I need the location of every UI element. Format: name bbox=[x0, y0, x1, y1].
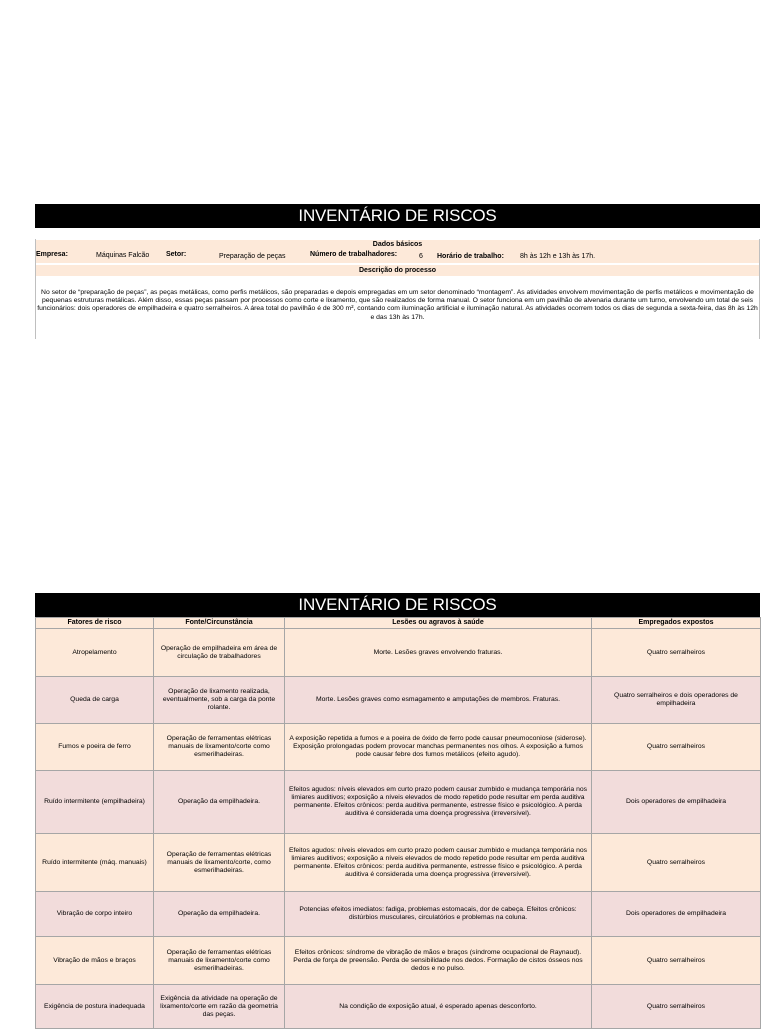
cell-expostos: Quatro serralheiros bbox=[592, 629, 761, 677]
cell-fonte: Operação de empilhadeira em área de circulação de trabalhadores bbox=[154, 629, 285, 677]
header-fatores: Fatores de risco bbox=[36, 618, 154, 629]
risk-table-header bbox=[36, 618, 761, 629]
cell-lesoes: Efeitos agudos: níveis elevados em curto prazo podem causar zumbido e mudança temporária nos limiares auditivos; exposição a níveis elevados de modo repetido pode resultar em perda auditiva permanente. Efeitos crônicos: perda auditiva permanente, estresse físico e psicológico. A perda auditiva é considerada uma doença progressiva (irreversível). bbox=[285, 771, 592, 834]
process-header: Descrição do processo bbox=[35, 265, 760, 276]
num-trab-label: Número de trabalhadores: bbox=[310, 251, 398, 258]
table-row bbox=[36, 985, 761, 1029]
header-lesoes: Lesões ou agravos à saúde bbox=[285, 618, 592, 629]
cell-fonte: Exigência da atividade na operação de lixamento/corte em razão da geometria das peças. bbox=[154, 985, 285, 1029]
table-row bbox=[36, 771, 761, 834]
cell-fonte: Operação da empilhadeira. bbox=[154, 771, 285, 834]
cell-fator: Ruído intermitente (empilhadeira) bbox=[36, 771, 154, 834]
header-expostos: Empregados expostos bbox=[592, 618, 761, 629]
cell-fonte: Operação de ferramentas elétricas manuais de lixamento/corte, como esmerilhadeiras. bbox=[154, 834, 285, 892]
table-row bbox=[36, 677, 761, 724]
cell-lesoes: Efeitos agudos: níveis elevados em curto prazo podem causar zumbido e mudança temporária nos limiares auditivos; exposição a níveis elevados de modo repetido pode resultar em perda auditiva permanente. Efeitos crônicos: perda auditiva permanente, estresse físico e psicológico. A perda auditiva é considerada uma doença progressiva (irreversível). bbox=[285, 834, 592, 892]
section1-right-border bbox=[759, 239, 760, 339]
cell-expostos: Quatro serralheiros bbox=[592, 834, 761, 892]
cell-expostos: Quatro serralheiros bbox=[592, 985, 761, 1029]
table-row bbox=[36, 834, 761, 892]
cell-expostos: Dois operadores de empilhadeira bbox=[592, 771, 761, 834]
cell-fator: Exigência de postura inadequada bbox=[36, 985, 154, 1029]
cell-expostos: Quatro serralheiros bbox=[592, 937, 761, 985]
horario-value: 8h às 12h e 13h às 17h. bbox=[520, 253, 596, 260]
cell-lesoes: Morte. Lesões graves como esmagamento e amputações de membros. Fraturas. bbox=[285, 677, 592, 724]
cell-lesoes: A exposição repetida a fumos e a poeira de óxido de ferro pode causar pneumoconiose (siderose). Exposição prolongadas podem provocar manchas permanentes nos olhos. A exposição a fumos pode causar febre dos fumos metálicos (efeito agudo). bbox=[285, 724, 592, 771]
basic-data-row bbox=[35, 249, 760, 263]
cell-fator: Queda de carga bbox=[36, 677, 154, 724]
basic-data-section bbox=[35, 239, 760, 339]
section1-left-border bbox=[35, 239, 36, 339]
basic-data-header: Dados básicos bbox=[35, 240, 760, 249]
cell-fator: Atropelamento bbox=[36, 629, 154, 677]
section1-title: INVENTÁRIO DE RISCOS bbox=[35, 204, 760, 228]
cell-lesoes: Efeitos crônicos: síndrome de vibração de mãos e braços (síndrome ocupacional de Raynaud). Perda de força de preensão. Perda de sensibilidade nos dedos. Formação de cistos ósseos nos dedos e no pulso. bbox=[285, 937, 592, 985]
cell-lesoes: Potencias efeitos imediatos: fadiga, problemas estomacais, dor de cabeça. Efeitos crônicos: distúrbios musculares, circulatórios e problemas na coluna. bbox=[285, 892, 592, 937]
horario-label: Horário de trabalho: bbox=[437, 253, 504, 260]
setor-value: Preparação de peças bbox=[219, 253, 286, 260]
table-row bbox=[36, 937, 761, 985]
empresa-value: Máquinas Falcão bbox=[96, 252, 150, 259]
process-description: No setor de “preparação de peças”, as peças metálicas, como perfis metálicos, são preparadas e depois empregadas em um setor denominado “montagem”. As atividades envolvem movimentação de perfis metálicos e movimentação de pequenas estruturas metálicas. Além disso, essas peças passam por processos como corte e lixamento, que são realizados de forma manual. O setor funciona em um pavilhão de alvenaria durante um turno, envolvendo um total de seis funcionários: dois operadores de empilhadeira e quatro serralheiros. A área total do pavilhão é de 300 m², contando com iluminação artificial e iluminação natural. As atividades ocorrem todos os dias de segunda a sexta-feira, das 8h às 12h e das 13h às 17h. bbox=[37, 289, 758, 321]
cell-fator: Ruído intermitente (máq. manuais) bbox=[36, 834, 154, 892]
cell-expostos: Dois operadores de empilhadeira bbox=[592, 892, 761, 937]
cell-fonte: Operação de lixamento realizada, eventualmente, sob a carga da ponte rolante. bbox=[154, 677, 285, 724]
risk-table bbox=[35, 617, 761, 1029]
section2-title: INVENTÁRIO DE RISCOS bbox=[35, 593, 760, 617]
cell-fator: Vibração de mãos e braços bbox=[36, 937, 154, 985]
setor-label: Setor: bbox=[166, 251, 187, 258]
cell-expostos: Quatro serralheiros bbox=[592, 724, 761, 771]
cell-fonte: Operação da empilhadeira. bbox=[154, 892, 285, 937]
cell-expostos: Quatro serralheiros e dois operadores de empilhadeira bbox=[592, 677, 761, 724]
cell-fonte: Operação de ferramentas elétricas manuais de lixamento/corte como esmerilhadeiras. bbox=[154, 937, 285, 985]
cell-fator: Fumos e poeira de ferro bbox=[36, 724, 154, 771]
table-row bbox=[36, 724, 761, 771]
cell-fonte: Operação de ferramentas elétricas manuais de lixamento/corte como esmerilhadeiras. bbox=[154, 724, 285, 771]
header-fonte: Fonte/Circunstância bbox=[154, 618, 285, 629]
table-row bbox=[36, 629, 761, 677]
empresa-label: Empresa: bbox=[36, 251, 68, 258]
num-trab-value: 6 bbox=[419, 253, 423, 260]
cell-lesoes: Morte. Lesões graves envolvendo fraturas. bbox=[285, 629, 592, 677]
cell-lesoes: Na condição de exposição atual, é esperado apenas desconforto. bbox=[285, 985, 592, 1029]
table-row bbox=[36, 892, 761, 937]
cell-fator: Vibração de corpo inteiro bbox=[36, 892, 154, 937]
